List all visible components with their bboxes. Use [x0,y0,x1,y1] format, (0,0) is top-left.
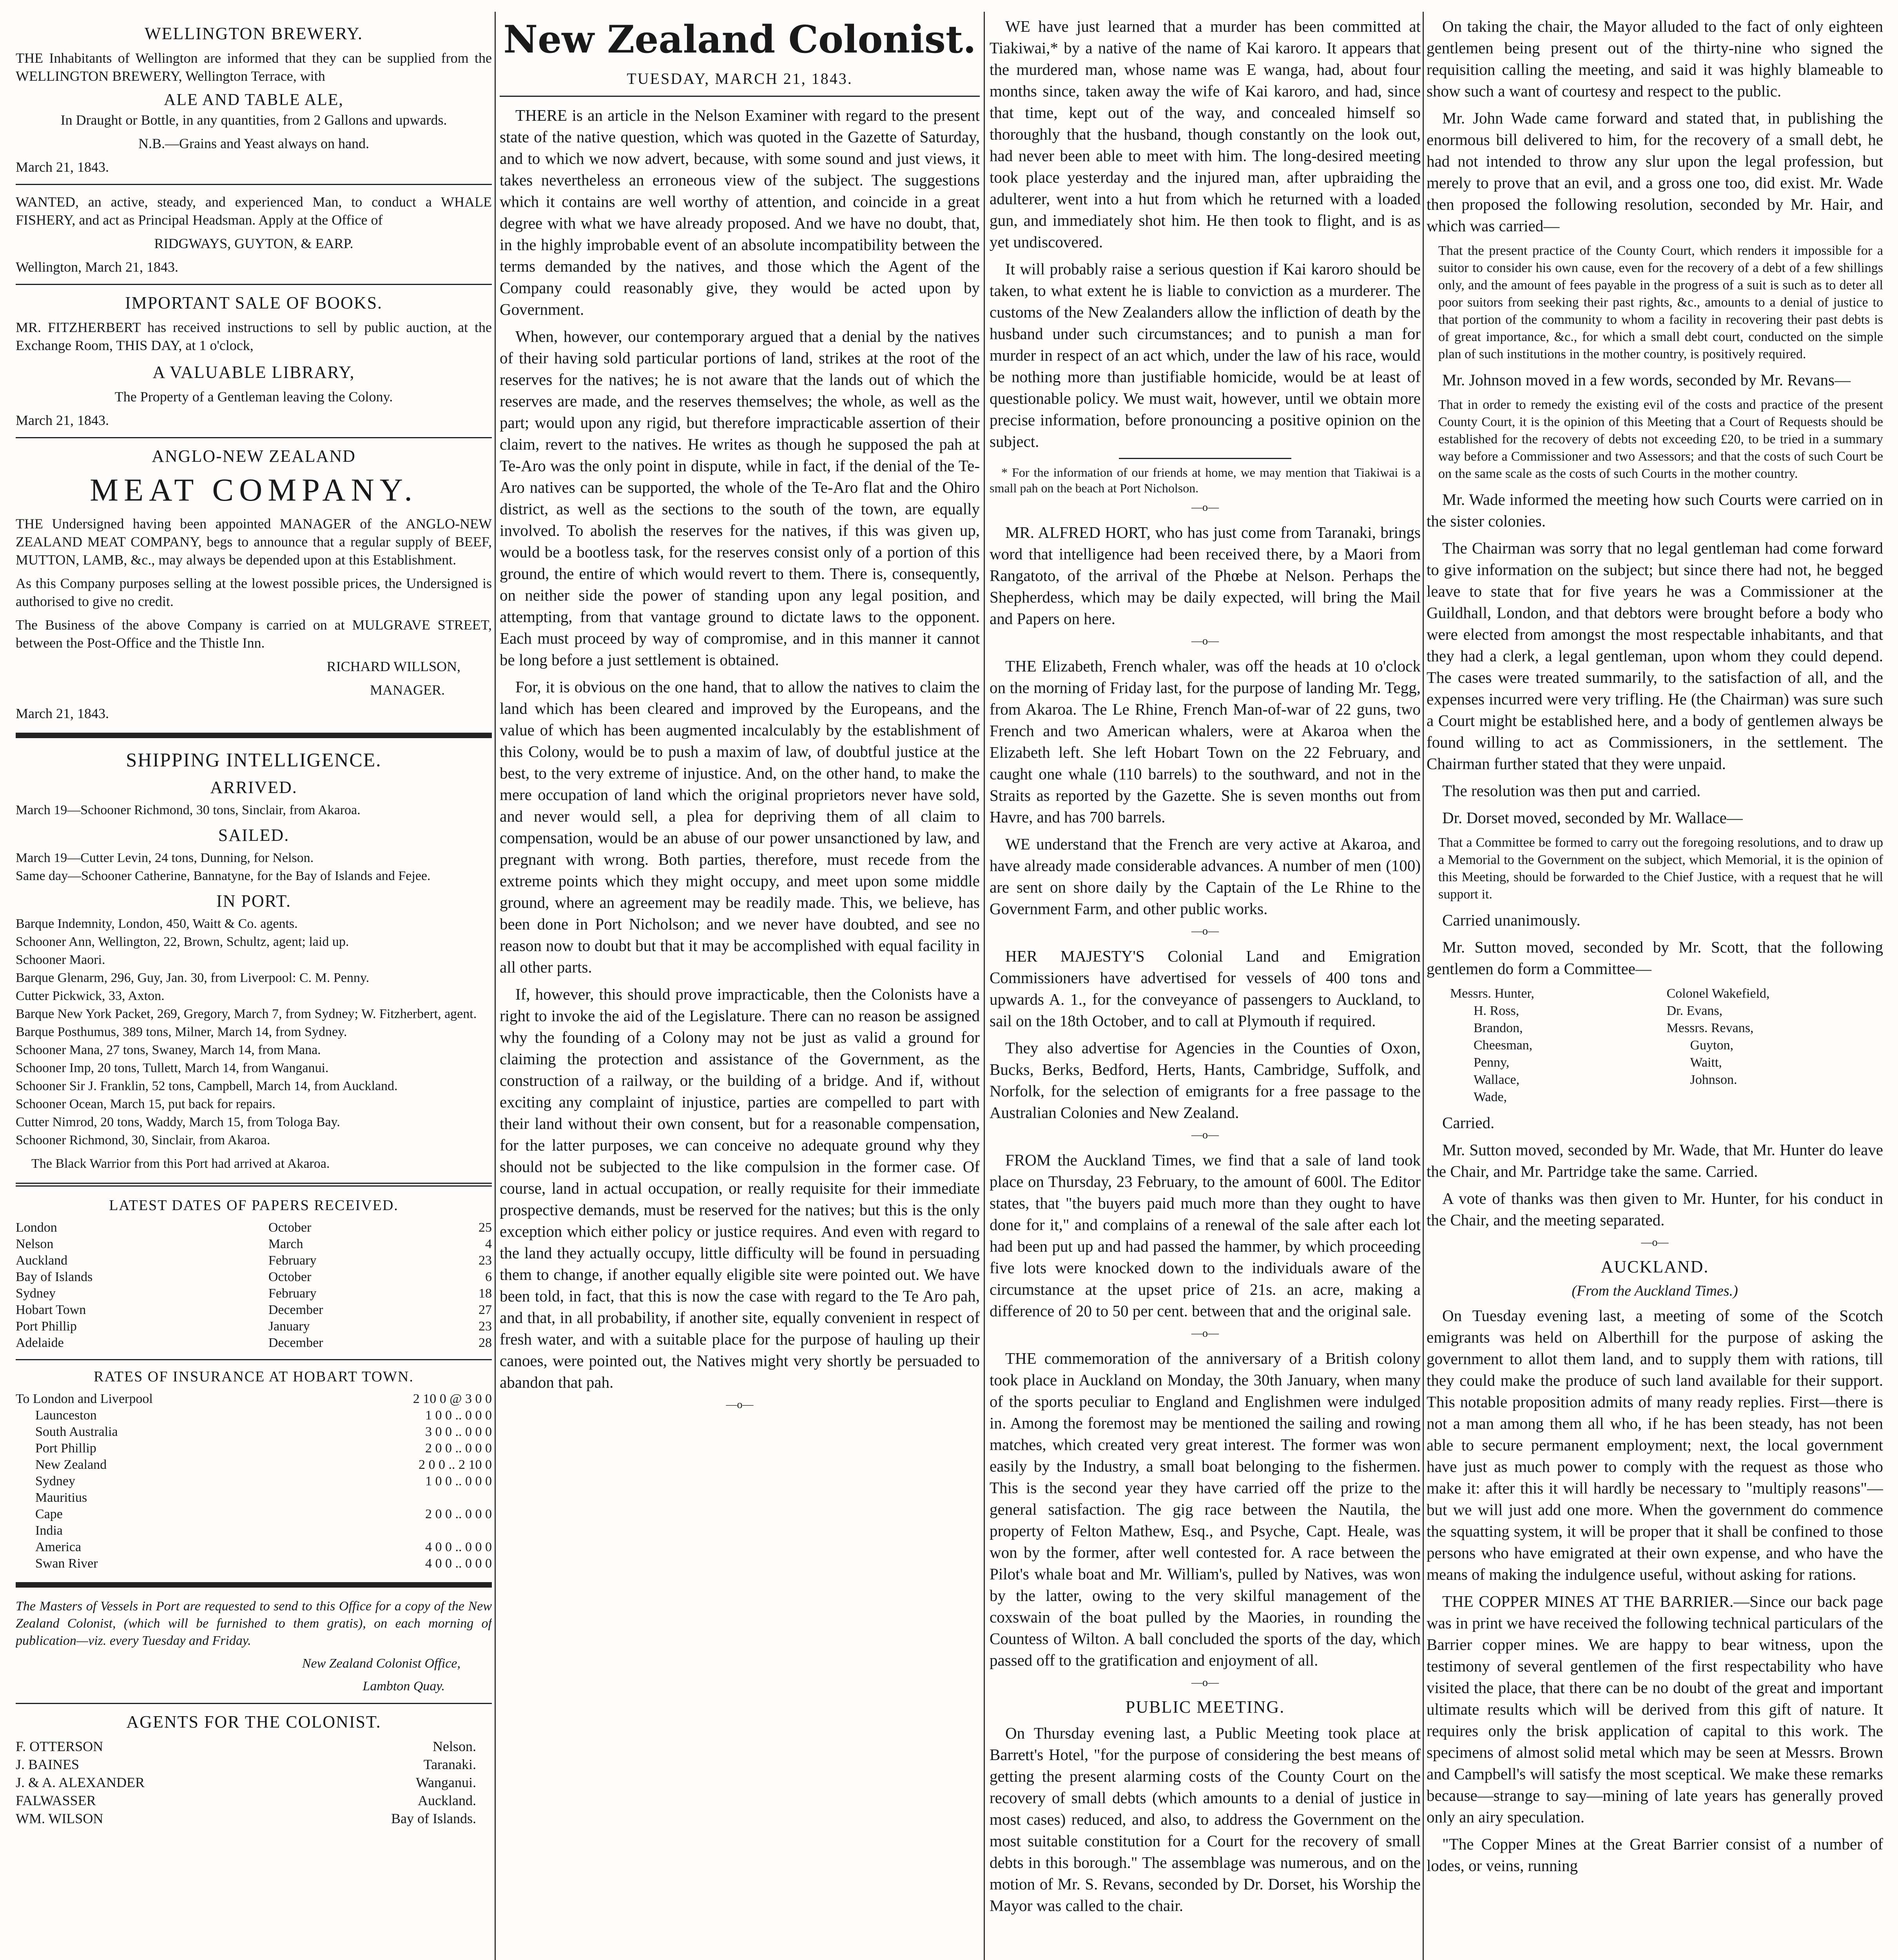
editorial-paragraph: THERE is an article in the Nelson Examiner with regard to the present state of the native question, which was quoted in the Gazette of Saturday, and to which we now advert, because, with some sound and just views, it takes nevertheless an erroneous view of the subject. The suggestions which it contains are well worthy of attention, and coincide in a great degree with what we have already proposed. And we have no doubt, that, in the highly improbable event of an absolute incompatibility between the terms demanded by the natives, and those which the Agent of the Company could reasonably give, they would be acted upon by Government. [500,106,980,318]
section-separator: —o— [1191,635,1219,647]
meeting-paragraph: Carried. [1442,1114,1495,1132]
section-separator: —o— [1191,501,1219,514]
hort-paragraph: MR. ALFRED HORT, who has just come from Taranaki, brings word that intelligence had been received there, by a Maori from Rangatoto, of the arrival of the Phœbe at Nelson. Perhaps the Shepherdess, which may be daily expected, will bring the Mail and Papers on here. [990,523,1421,628]
footnote-rule [1119,458,1291,459]
agent-row: J. & A. ALEXANDER Wanganui. [16,1775,476,1790]
wanted-body: WANTED, an active, steady, and experienced Man, to conduct a WHALE FISHERY, and act as Principal Headsman. Apply at the Office of [16,194,492,228]
meat-date: March 21, 1843. [16,706,109,721]
ship-entry: Schooner Richmond, 30, Sinclair, from Akaroa. [16,1133,270,1147]
auckland-times-paragraph: FROM the Auckland Times, we find that a sale of land took place on Thursday, 23 February, to the amount of 600l. The Editor states, that "the buyers paid much more than they ought to have done for it," and complains of a renewal of the sale after each lot had been put up and had passed the hammer, by which proceeding five lots were knocked down to the individuals aware of the circumstance at the upset price of 21s. an acre, making a difference of 20 to 50 per cent. between that and the original sale. [990,1151,1421,1320]
masters-street: Lambton Quay. [363,1679,445,1693]
column-news [990,16,1421,1960]
ship-entry: Schooner Ann, Wellington, 22, Brown, Schultz, agent; laid up. [16,935,349,949]
footnote: * For the information of our friends at home, we may mention that Tiakiwai is a small pah on the beach at Port Nicholson. [990,465,1421,495]
auckland-paragraph: THE COPPER MINES AT THE BARRIER.—Since our back page was in print we have received the following technical particulars of the Barrier copper mines. We are happy to bear witness, upon the testimony of several gentlemen of the first respectability who have visited the place, that there can be no doubt of the great and important ultimate results which will be derived from this gift of nature. It requires only the brisk application of capital to this work. The specimens of almost solid metal which may be seen at Messrs. Brown and Campbell's will satisfy the most sceptical. We make these remarks because—strange to say—mining of late years has generally proved only an airy speculation. [1427,1592,1883,1826]
brewery-product: ALE AND TABLE ALE, [164,91,344,109]
table-row: America 4 0 0 .. 0 0 0 [35,1540,492,1554]
table-row: Auckland February 23 [16,1253,492,1268]
resolution: That the present practice of the County Court, which renders it impossible for a suitor to consider his own cause, even for the recovery of a debt of a few shillings only, and the amount of fees payable in the progress of a suit is such as to deter all poor suitors from seeking their past rights, &c., amounts to a denial of justice to that portion of the community to whom a facility in recovering their past debts is of great importance, &c., for which a small debt court, conducted on the simple plan of such institutions in the mother country, is positively required. [1438,243,1883,361]
ship-entry: Schooner Mana, 27 tons, Swaney, March 14, from Mana. [16,1043,321,1057]
papers-title: LATEST DATES OF PAPERS RECEIVED. [109,1197,399,1214]
section-separator: —o— [1641,1236,1669,1249]
editorial-paragraph: When, however, our contemporary argued that a denial by the natives of their having sold particular portions of land, strikes at the root of the reserves for the natives; he is not aware that the lands out of which the reserves are made, and the reserves themselves; the whole, as well as the part; would upon any rigid, but therefore impracticable assertion of their claim, revert to the natives. He writes as though he supposed the pah at Te-Aro was the only point in dispute, while in fact, if the denial of the Te-Aro natives can be supported, the whole of the Te-Aro flat and the Ohiro district, as well as the sections to the south of the town, are equally involved. To abolish the reserves for the natives, if this was given up, would be a bootless task, for the reserves consist only of a portion of this ground, the entire of which would revert to them. There is, consequently, on neither side the power of standing upon any legal position, and attempting, from that vantage ground to dictate laws to the opponent. Each must proceed by way of compromise, and in this manner it cannot be long before a just settlement is obtained. [500,327,980,669]
table-row: Port Phillip 2 0 0 .. 0 0 0 [35,1441,492,1455]
divider [16,1703,492,1704]
brewery-body: THE Inhabitants of Wellington are informed that they can be supplied from the WELLINGTON BREWERY, Wellington Terrace, with [16,50,492,84]
table-row: To London and Liverpool 2 10 0 @ 3 0 0 [16,1392,492,1406]
meeting-paragraph: The resolution was then put and carried. [1442,782,1701,800]
ship-entry: March 19—Schooner Richmond, 30 tons, Sinclair, from Akaroa. [16,803,361,817]
table-row: Sydney February 18 [16,1286,492,1301]
meat-body-3: The Business of the above Company is carried on at MULGRAVE STREET, between the Post-Office and the Thistle Inn. [16,617,492,651]
table-row: Swan River 4 0 0 .. 0 0 0 [35,1556,492,1571]
papers-received [16,1197,492,1351]
resolution: That in order to remedy the existing evil of the costs and practice of the present County Court, it is the opinion of this Meeting that a Court of Requests should be established for the recovery of debts not exceeding £20, to be tried in a summary way before a Commissioner and two Assessors; and that the costs of such Court be on the same scale as the costs of such Courts in the mother country. [1438,397,1883,481]
books-sale-ad [16,293,492,429]
ship-entry: Same day—Schooner Catherine, Bannatyne, for the Bay of Islands and Fejee. [16,869,431,883]
brewery-ad [16,24,492,176]
arrived-list [16,802,492,819]
resolution: That a Committee be formed to carry out the foregoing resolutions, and to draw up a Memorial to the Government on the subject, which Memorial, it is the opinion of this Meeting, should be forwarded to the Chief Justice, with a request that he will support it. [1438,835,1883,902]
editorial-paragraph: If, however, this should prove impracticable, then the Colonists have a right to invoke the aid of the Legislature. There can no reason be assigned why the founding of a Colony may not be just as valid a ground for claiming the protection and assistance of the Government, as the construction of a railway, or the building of a bridge. And if, without exciting any complaint of injustice, parties are compelled to part with their land without their own consent, but for a reasonable compensation, for the latter purposes, we can conceive no adequate ground why they should not be subjected to the like compulsion in the former case. Of course, land in actual occupation, or really requisite for their immediate prospective demands, must be reserved for the natives; but this is the only exception which either policy or justice requires. And even with regard to the land they actually occupy, little difficulty will be found in persuading them to change, if another equally eligible site were pointed out. We have been told, in fact, that this is now the case with regard to the Te Aro pah, and that, in all probability, if another site, equally convenient in respect of fresh water, and with a suitable place for the purpose of hauling up their canoes, were pointed out, the Natives might very shortly be persuaded to abandon that pah. [500,985,980,1391]
column-rule [495,12,496,1960]
section-separator: —o— [1191,925,1219,937]
books-title: IMPORTANT SALE OF BOOKS. [125,293,383,312]
column-advertisements [16,16,492,1960]
editorial-paragraph: For, it is obvious on the one hand, that to allow the natives to claim the land which has been cleared and improved by the Europeans, and the value of which has been augmented incalculably by the establishment of this Colony, would be to push a maxim of law, of doubtful justice at the best, to the very extreme of injustice. And, on the other hand, to make the mere occupation of land which the original proprietors never have sold, and never would sell, a plea for depriving them of all claim to compensation, would be an abuse of our power unsanctioned by law, and pregnant with wrong. Both parties, therefore, must recede from the extreme points which they might occupy, and meet upon some middle ground, where an agreement may be readily made. This, we believe, has been done in Port Nicholson; and we never have doubted, and see no reason now to doubt but that it may be accomplished with equal facility in all other parts. [500,678,980,976]
ship-entry: Schooner Maori. [16,953,105,967]
table-row: New Zealand 2 0 0 .. 2 10 0 [35,1457,492,1472]
meeting-paragraph: Mr. John Wade came forward and stated that, in publishing the enormous bill delivered to him, for the recovery of a small debt, he had not intended to throw any slur upon the legal profession, but merely to prove that an evil, and a gross one too, did exist. Mr. Wade then proposed the following resolution, seconded by Mr. Hair, and which was carried— [1427,109,1883,235]
divider [16,437,492,438]
ship-entry: March 19—Cutter Levin, 24 tons, Dunning, for Nelson. [16,851,314,865]
section-separator: —o— [726,1399,754,1411]
table-row: Nelson March 4 [16,1237,492,1251]
wanted-date: Wellington, March 21, 1843. [16,259,179,275]
sailed-list [16,849,492,885]
sailed-head: SAILED. [218,826,290,845]
brewery-title: WELLINGTON BREWERY. [145,24,363,43]
ship-entry: Schooner Sir J. Franklin, 52 tons, Campbell, March 14, from Auckland. [16,1079,398,1093]
auckland-source: (From the Auckland Times.) [1572,1283,1738,1299]
section-separator: —o— [1191,1129,1219,1141]
meat-body-2: As this Company purposes selling at the lowest possible prices, the Undersigned is authorised to give no credit. [16,575,492,609]
section-separator: —o— [1191,1327,1219,1339]
column-rule [1423,12,1424,1960]
masters-office: New Zealand Colonist Office, [302,1656,460,1671]
meeting-paragraph: A vote of thanks was then given to Mr. Hunter, for his conduct in the Chair, and the meeting separated. [1427,1189,1883,1229]
anniversary-paragraph: THE commemoration of the anniversary of a British colony took place in Auckland on Monday, the 30th January, when many of the sports peculiar to England and Englishmen were indulged in. Among the foremost may be mentioned the sailing and rowing matches, which created very great interest. The former was won easily by the Industry, a small boat belonging to the fishermen. This is the second year they have carried off the prize to the general satisfaction. The gig race between the Nautila, the property of Felton Mathew, Esq., and Psyche, Capt. Heale, was won by the former, after well contested for. A race between the Pilot's whale boat and Mr. William's, pulled by Natives, was won by the latter, owing to the very skilful management of the coxswain of the boat pulled by the Maories, in rounding the Countess of Wilton. A ball concluded the sports of the day, which passed off to the gratification and enjoyment of all. [990,1349,1421,1669]
meat-title-2: MEAT COMPANY. [90,472,418,508]
brewery-date: March 21, 1843. [16,159,109,175]
divider [16,184,492,185]
names-left: Messrs. Hunter, H. Ross, Brandon, Cheesman, Penny, Wallace, Wade, [1450,986,1534,1104]
divider [16,284,492,285]
meat-title-1: ANGLO-NEW ZEALAND [152,446,356,466]
table-row: Sydney 1 0 0 .. 0 0 0 [35,1474,492,1488]
meeting-paragraph: Mr. Sutton moved, seconded by Mr. Wade, that Mr. Hunter do leave the Chair, and Mr. Partridge take the same. Carried. [1427,1141,1883,1180]
ship-entry: Schooner Ocean, March 15, put back for repairs. [16,1097,276,1111]
agent-row: F. OTTERSON Nelson. [16,1739,476,1754]
table-row: Hobart Town December 27 [16,1303,492,1317]
column-editorial [500,16,980,1960]
section-separator: —o— [1191,1677,1219,1689]
brewery-nb: N.B.—Grains and Yeast always on hand. [138,136,369,151]
table-row: Bay of Islands October 6 [16,1270,492,1284]
murder-paragraph: It will probably raise a serious question if Kai karoro should be taken, to what extent he is liable to conviction as a murderer. The customs of the New Zealanders allow the infliction of death by the husband under such circumstances; and to punish a man for murder in respect of an act which, under the law of his race, would be nothing more than justifiable homicide, would be at least of questionable policy. We must wait, however, until we obtain more precise information, before pronouncing a positive opinion on the subject. [990,260,1421,450]
books-date: March 21, 1843. [16,412,109,428]
shipping-intelligence [16,748,492,1172]
emigration-paragraph: HER MAJESTY'S Colonial Land and Emigration Commissioners have advertised for vessels of 400 tons and upwards A. 1., for the conveyance of passengers to Auckland, to sail on the 18th October, and to call at Plymouth if required. [990,947,1421,1030]
masters-notice [16,1598,492,1695]
meeting-title: PUBLIC MEETING. [1125,1697,1285,1717]
agent-row: FALWASSER Auckland. [16,1793,476,1808]
names-right: Colonel Wakefield, Dr. Evans, Messrs. Revans, Guyton, Waitt, Johnson. [1666,986,1770,1087]
heavy-divider [16,733,492,738]
meeting-paragraph: Mr. Johnson moved in a few words, seconded by Mr. Revans— [1442,371,1851,389]
divider [16,1359,492,1360]
auckland-paragraph: "The Copper Mines at the Great Barrier consist of a number of lodes, or veins, running [1427,1835,1883,1875]
divider [500,96,980,97]
meeting-paragraph: Carried unanimously. [1442,911,1581,929]
papers-table [16,1220,492,1351]
meeting-paragraph: On Thursday evening last, a Public Meeting took place at Barrett's Hotel, "for the purpose of considering the best means of getting the present alarming costs of the County Court on the recovery of small debts (which amounts to a denial of justice in most cases) reduced, and also, to address the Government on the most suitable constitution for a Court for the recovery of small debts in this borough." The assemblage was numerous, and on the motion of Mr. S. Revans, seconded by Dr. Dorset, his Worship the Mayor was called to the chair. [990,1724,1421,1915]
masthead-title: New Zealand Colonist. [503,17,976,62]
elizabeth-paragraph: WE understand that the French are very active at Akaroa, and have already made considerable advances. A number of men (100) are sent on shore daily by the Captain of the Le Rhine to the Government Farm, and other public works. [990,835,1421,918]
in-port-head: IN PORT. [216,891,291,911]
insurance-title: RATES OF INSURANCE AT HOBART TOWN. [94,1368,414,1385]
auckland-paragraph: On Tuesday evening last, a meeting of some of the Scotch emigrants was held on Alberthill for the purpose of asking the government to allot them land, and to supply them with rations, till they could make the produce of such land available for their support. This notable proposition admits of many ready replies. First—there is not a man among them all who, if he has been steady, has not been able to secure permanent employment; next, the local government have just as much power to comply with the request as those who make it: after this it will hardly be necessary to "multiply reasons"—but we will just add one more. When the government do commence the squatting system, it will be proper that it shall be confined to those persons who have emigrated at their own expense, and who have the means of making the indulgence useful, without asking for rations. [1427,1307,1883,1583]
meat-body-1: THE Undersigned having been appointed MANAGER of the ANGLO-NEW ZEALAND MEAT COMPANY, begs to announce that a regular supply of BEEF, MUTTON, LAMB, &c., may always be depended upon at this Establishment. [16,516,492,568]
in-port-list [16,915,492,1149]
arrived-head: ARRIVED. [210,778,297,797]
emigration-paragraph: They also advertise for Agencies in the Counties of Oxon, Bucks, Berks, Bedford, Herts, Hants, Cambridge, Suffolk, and Norfolk, for the selection of emigrants for a free passage to the Australian Colonies and New Zealand. [990,1039,1421,1122]
books-lot: A VALUABLE LIBRARY, [152,363,355,382]
committee-names [1450,985,1883,1106]
shipping-title: SHIPPING INTELLIGENCE. [126,749,382,771]
ship-entry: Cutter Pickwick, 33, Axton. [16,989,165,1003]
meeting-paragraph: On taking the chair, the Mayor alluded to the fact of only eighteen gentlemen being present out of the thirty-nine who signed the requisition calling the meeting, and said it was highly blameable to show such a want of courtesy and respect to the public. [1427,17,1883,100]
masters-text: The Masters of Vessels in Port are requested to send to this Office for a copy of the New Zealand Colonist, (which will be furnished to them gratis), on each morning of publication—viz. every Tuesday and Friday. [16,1599,492,1648]
meat-role: MANAGER. [370,682,445,698]
meeting-paragraph: Mr. Wade informed the meeting how such Courts were carried on in the sister colonies. [1427,490,1883,530]
murder-paragraph: WE have just learned that a murder has been committed at Tiakiwai,* by a native of the name of Kai karoro. It appears that the murdered man, whose name was E wanga, had, about four months since, taken away the wife of Kai karoro, and had, since that time, kept out of the way, and concealed himself so thoroughly that the husband, though constantly on the look out, had never been able to meet with him. The long-desired meeting took place yesterday and the injured man, after upbraiding the adulterer, went into a hut from which he returned with a loaded gun, and immediately shot him. He then took to flight, and is as yet undiscovered. [990,17,1421,251]
elizabeth-paragraph: THE Elizabeth, French whaler, was off the heads at 10 o'clock on the morning of Friday last, for the purpose of landing Mr. Tegg, from Akaroa. The Le Rhine, French Man-of-war of 22 guns, two French and two American whalers, were at Akaroa when the Elizabeth left. She left Hobart Town on the 22 February, and caught one whale (110 barrels) to the southward, and not in the Straits as reported by the Gazette. She is seven months out from Havre, and has 700 barrels. [990,657,1421,826]
meeting-paragraph: The Chairman was sorry that no legal gentleman had come forward to give information on the subject; but since there had not, he begged leave to state that for five years he was a Commissioner at the Guildhall, London, and that debtors were brought before a body who were elected from amongst the most respectable inhabitants, and that they had a clerk, a legal gentleman, upon whom they could depend. The cases were treated summarily, to the satisfaction of all, and the expenses incurred were very trifling. He (the Chairman) was sure such a Court might be established here, and a body of gentlemen always be found willing to act as Commissioners, in the settlement. The Chairman further stated that they were unpaid. [1427,539,1883,773]
insurance-table [16,1391,492,1572]
shipping-note: The Black Warrior from this Port had arrived at Akaroa. [31,1156,330,1171]
insurance-rates [16,1368,492,1572]
table-row: Mauritius [35,1490,87,1505]
books-body: MR. FITZHERBERT has received instructions to sell by public auction, at the Exchange Room, THIS DAY, at 1 o'clock, [16,319,492,353]
table-row: London October 25 [16,1220,492,1235]
meat-signer: RICHARD WILLSON, [326,659,460,674]
agents-list [16,1712,492,1828]
ship-entry: Cutter Nimrod, 20 tons, Waddy, March 15, from Tologa Bay. [16,1115,340,1129]
column-rule [984,12,985,1960]
ship-entry: Barque Indemnity, London, 450, Waitt & Co. agents. [16,916,298,931]
table-row: India [35,1523,63,1538]
ship-entry: Schooner Imp, 20 tons, Tullett, March 14, from Wanganui. [16,1061,329,1075]
meeting-paragraph: Mr. Sutton moved, seconded by Mr. Scott, that the following gentlemen do form a Committee— [1427,938,1883,978]
ship-entry: Barque Posthumus, 389 tons, Milner, March 14, from Sydney. [16,1025,347,1039]
masthead-date: TUESDAY, MARCH 21, 1843. [627,70,853,87]
wanted-firm: RIDGWAYS, GUYTON, & EARP. [154,236,353,251]
double-divider [16,1183,492,1187]
table-row: Adelaide December 28 [16,1336,492,1350]
meat-company-ad [16,446,492,722]
table-row: Port Phillip January 23 [16,1319,492,1334]
ship-entry: Barque New York Packet, 269, Gregory, March 7, from Sydney; W. Fitzherbert, agent. [16,1007,477,1021]
wanted-ad [16,193,492,276]
table-row: Launceston 1 0 0 .. 0 0 0 [35,1408,492,1423]
table-row: Cape 2 0 0 .. 0 0 0 [35,1507,492,1521]
agent-row: J. BAINES Taranaki. [16,1757,476,1772]
brewery-detail: In Draught or Bottle, in any quantities, from 2 Gallons and upwards. [60,112,447,128]
heavy-divider [16,1582,492,1588]
auckland-title: AUCKLAND. [1601,1257,1709,1276]
column-meeting [1427,16,1883,1960]
ship-entry: Barque Glenarm, 296, Guy, Jan. 30, from Liverpool: C. M. Penny. [16,971,370,985]
books-owner: The Property of a Gentleman leaving the Colony. [114,389,393,405]
agents-title: AGENTS FOR THE COLONIST. [126,1712,381,1731]
table-row: South Australia 3 0 0 .. 0 0 0 [35,1425,492,1439]
agents-rows [16,1737,492,1828]
meeting-paragraph: Dr. Dorset moved, seconded by Mr. Wallace— [1442,809,1743,827]
agent-row: WM. WILSON Bay of Islands. [16,1811,476,1826]
